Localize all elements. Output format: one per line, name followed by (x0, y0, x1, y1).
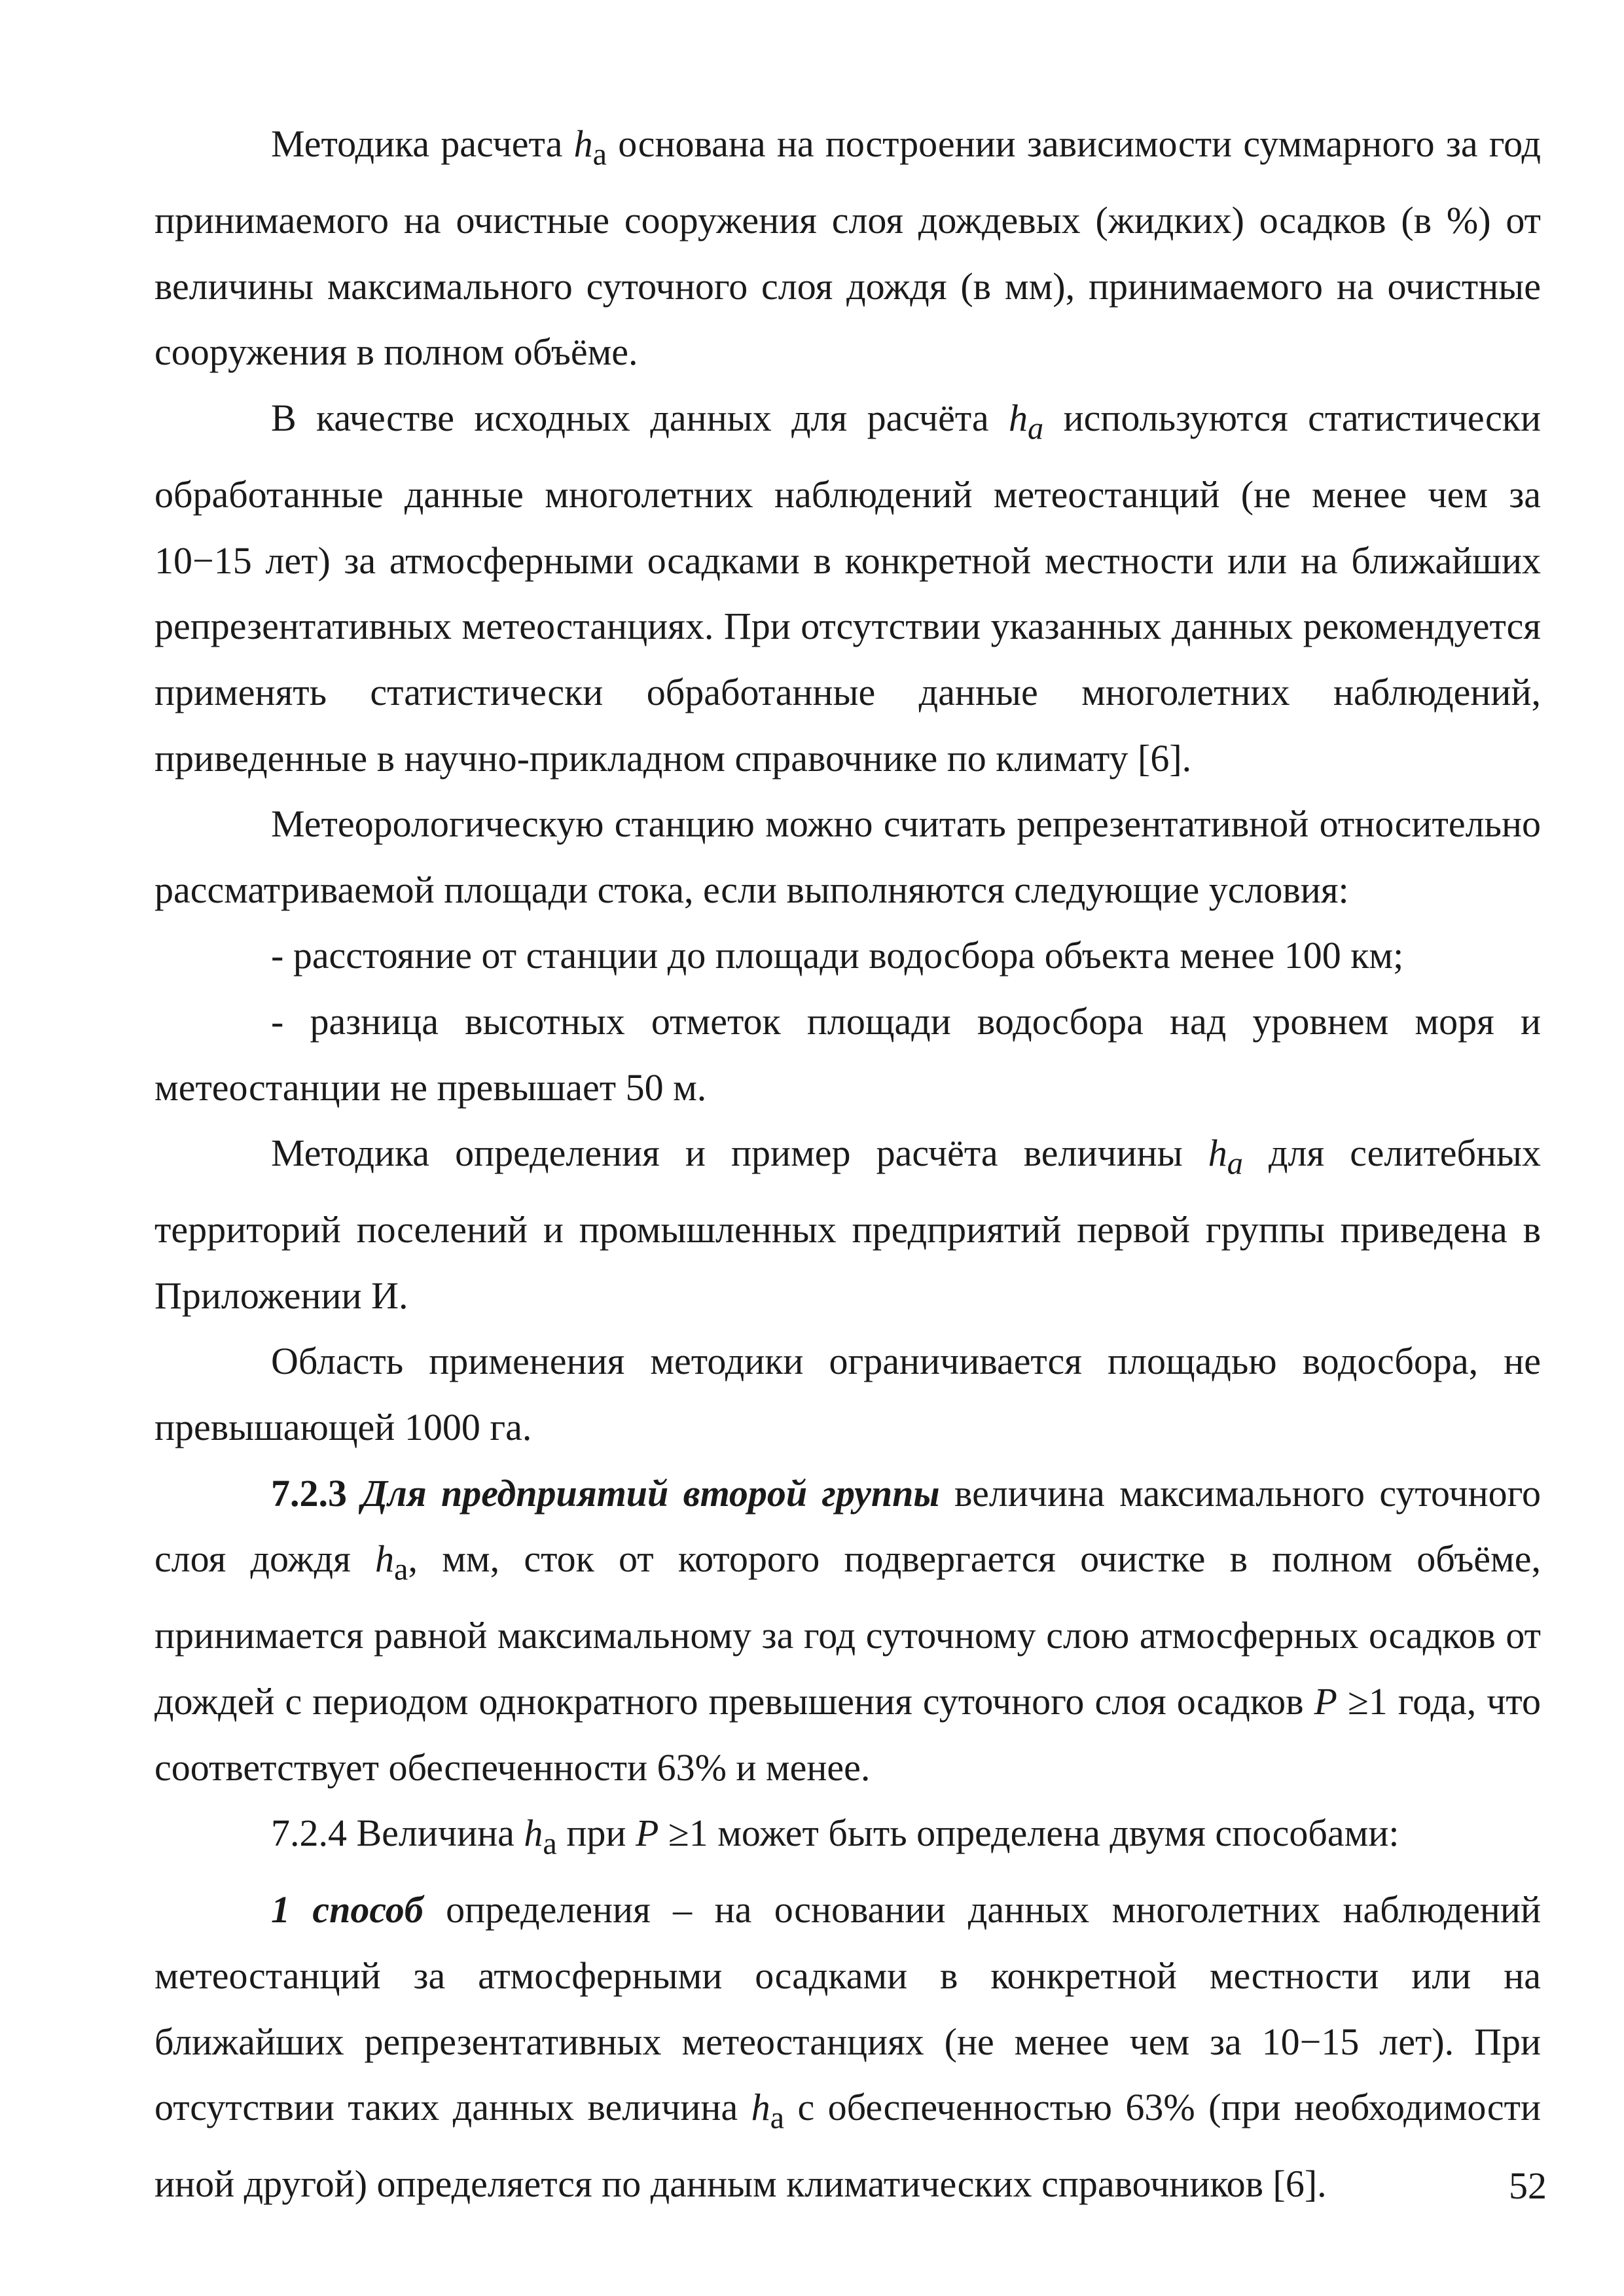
section-7-2-4 (154, 1801, 1541, 1877)
subscript-a: a (770, 2100, 785, 2136)
text-run: для селитебных территорий поселений и промышленных предприятий первой группы приведена в Приложении И. (154, 1132, 1541, 1317)
text-run: с обеспеченностью 63% (при необходимости иной другой) определяется по данным климатических справочников [6]. (154, 2086, 1541, 2206)
text-run: , мм, сток от которого подвергается очистке в полном объёме, принимается равной максимальному за год суточному слою атмосферных осадков от дождей с периодом однократного превышения суточного слоя осадков (154, 1537, 1541, 1723)
paragraph-method-basis (154, 111, 1541, 386)
variable-h: h (751, 2086, 770, 2129)
subscript-a: a (394, 1552, 408, 1587)
variable-p: P (1314, 1680, 1337, 1723)
subscript-a: a (1028, 411, 1044, 446)
paragraph-method-1 (154, 1877, 1541, 2217)
list-item-distance: - расстояние от станции до площади водосбора объекта менее 100 км; (271, 934, 1404, 977)
text-run: при (556, 1812, 636, 1855)
paragraph-scope: Область применения методики ограничивается площадью водосбора, не превышающей 1000 га. (154, 1340, 1541, 1449)
section-number: 7.2.3 (271, 1471, 347, 1515)
list-item-elevation: - разница высотных отметок площади водосбора над уровнем моря и метеостанции не превышает 50 м. (154, 999, 1541, 1109)
variable-h: h (573, 122, 593, 165)
text-run: ≥1 года, что соответствует обеспеченности 63% и менее. (154, 1680, 1542, 1789)
variable-p: P (635, 1812, 659, 1855)
paragraph-station-conditions: Метеорологическую станцию можно считать репрезентативной относительно рассматриваемой площади стока, если выполняются следующие условия: (154, 802, 1541, 911)
variable-h: h (524, 1812, 543, 1855)
method-label: 1 способ (271, 1888, 424, 1931)
subscript-a: a (592, 137, 607, 172)
section-7-2-3 (154, 1461, 1541, 1801)
paragraph-input-data (154, 386, 1541, 791)
subscript-a: a (1227, 1146, 1243, 1181)
text-run: основана на построении зависимости суммарного за год принимаемого на очистные сооружения слоя дождевых (жидких) осадков (в %) от величины максимального суточного слоя дождя (в мм), принимаемого на очистные сооружения в полном объёме. (154, 122, 1541, 374)
subscript-a: a (543, 1826, 557, 1861)
text-run: Методика определения и пример расчёта величины (271, 1132, 1208, 1175)
paragraph-method-example (154, 1121, 1541, 1329)
text-run: 7.2.4 Величина (271, 1812, 524, 1855)
text-run: В качестве исходных данных для расчёта (271, 396, 1009, 439)
variable-h: h (1208, 1132, 1227, 1175)
document-body (154, 111, 1541, 2217)
text-run: определения – на основании данных многолетних наблюдений метеостанций за атмосферными осадками в конкретной местности или на ближайших репрезентативных метеостанциях (не менее чем за 10−15 лет). При отсутствии таких данных величина (154, 1888, 1541, 2129)
page-number: 52 (1509, 2164, 1547, 2207)
text-run: ≥1 может быть определена двумя способами: (659, 1812, 1399, 1855)
section-heading: Для предприятий второй группы (361, 1471, 940, 1515)
text-run: используются статистически обработанные данные многолетних наблюдений метеостанций (не менее чем за 10−15 лет) за атмосферными осадками в конкретной местности или на ближайших репрезентативных метеостанциях. При отсутствии указанных данных рекомендуется применять статистически обработанные данные многолетних наблюдений, приведенные в научно-прикладном справочнике по климату [6]. (154, 396, 1541, 780)
text-run: величина максимального суточного слоя дождя (154, 1471, 1542, 1581)
text-run: Методика расчета (271, 122, 574, 165)
variable-h: h (1009, 396, 1028, 439)
variable-h: h (375, 1537, 395, 1581)
